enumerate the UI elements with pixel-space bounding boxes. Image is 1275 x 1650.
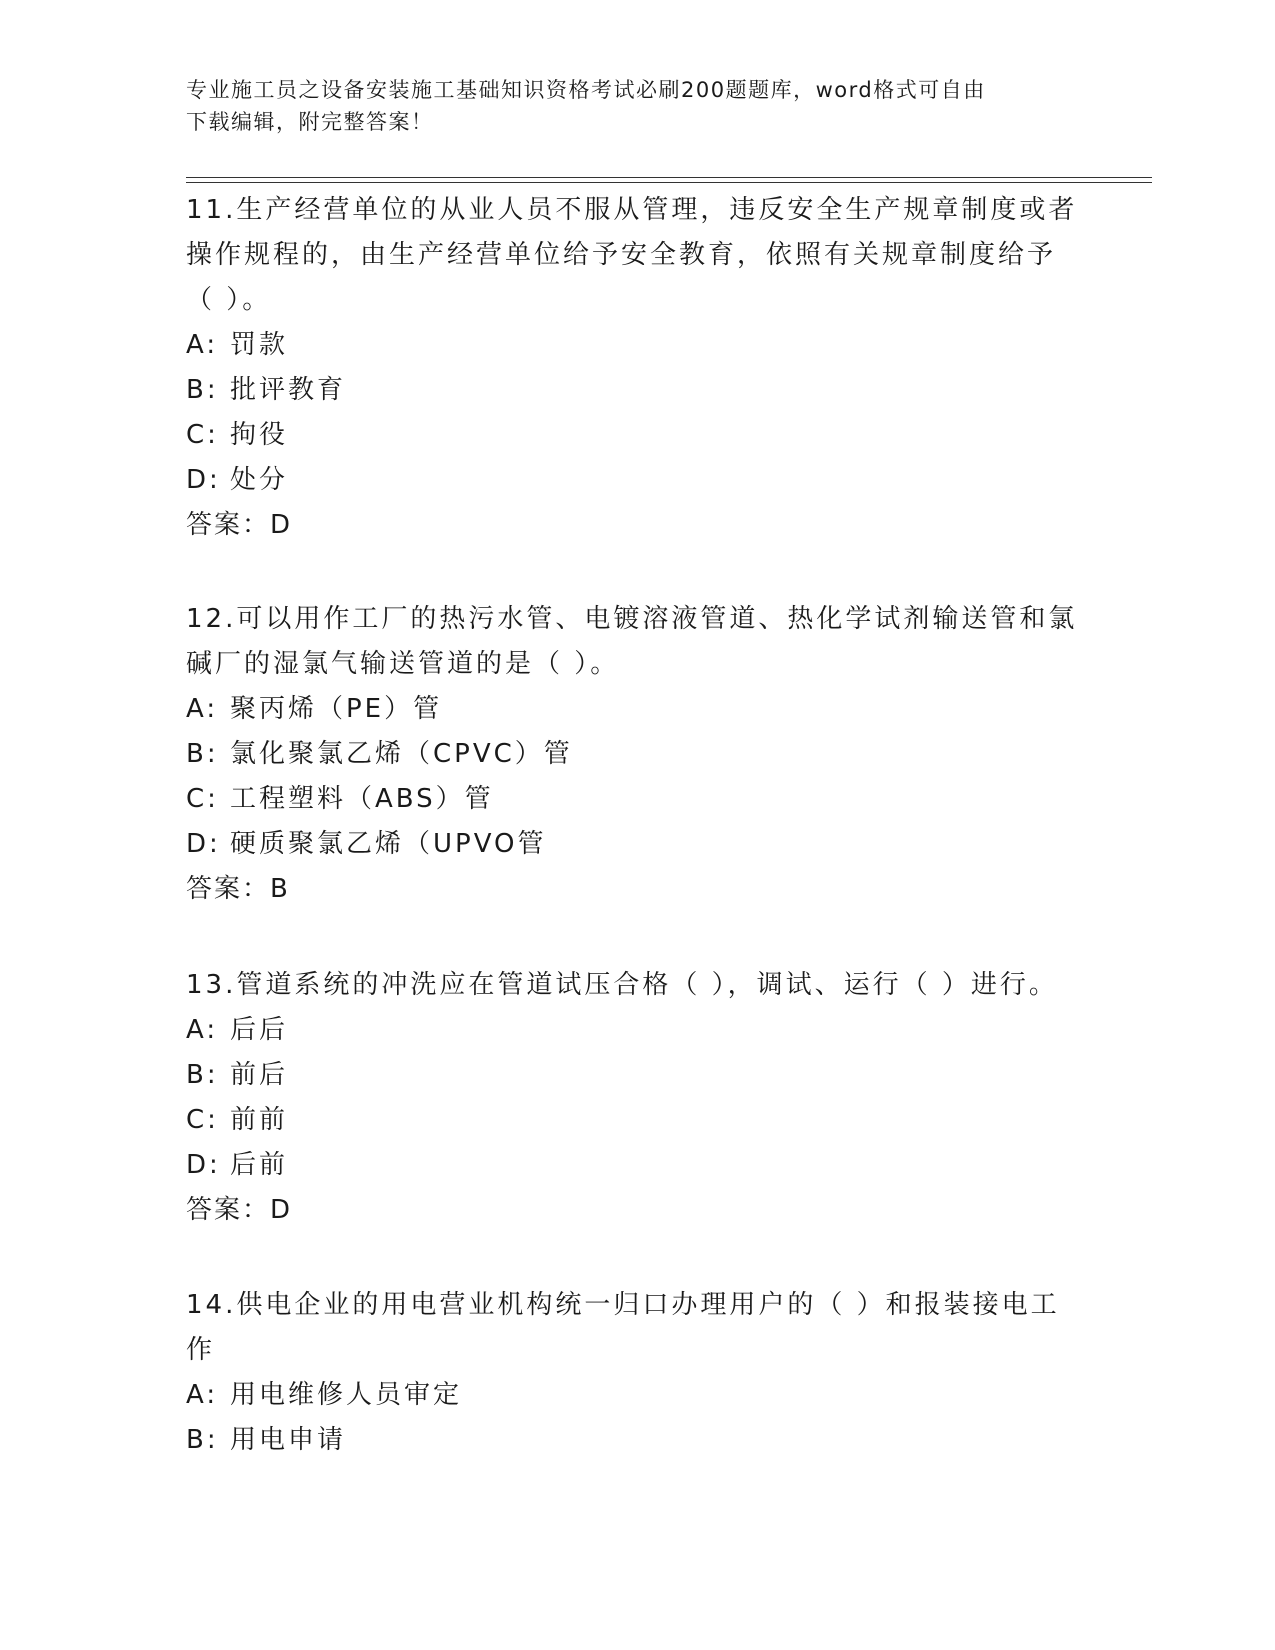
- stem-line: （ ）。: [186, 285, 272, 315]
- question-stem: [186, 597, 1086, 687]
- option-d: D: 硬质聚氯乙烯（UPVO管: [186, 829, 547, 859]
- header-line: 专业施工员之设备安装施工基础知识资格考试必刷200题题库，word格式可自由: [186, 78, 986, 102]
- header-divider: [186, 182, 1152, 183]
- stem-line: 13.管道系统的冲洗应在管道试压合格（ ），调试、运行（ ）进行。: [186, 970, 1058, 1000]
- option-c: C: 前前: [186, 1105, 289, 1135]
- question-stem: [186, 188, 1086, 323]
- stem-line: 14.供电企业的用电营业机构统一归口办理用户的（ ）和报装接电工: [186, 1290, 1060, 1320]
- option-a: A: 用电维修人员审定: [186, 1380, 463, 1410]
- option-b: B: 用电申请: [186, 1425, 347, 1455]
- stem-line: 作: [186, 1335, 216, 1365]
- option-c: C: 工程塑料（ABS）管: [186, 784, 494, 814]
- option-d: D: 处分: [186, 465, 289, 495]
- option-b: B: 氯化聚氯乙烯（CPVC）管: [186, 739, 573, 769]
- option-a: A: 后后: [186, 1015, 289, 1045]
- question-stem: [186, 963, 1086, 1008]
- stem-line: 碱厂的湿氯气输送管道的是（ ）。: [186, 649, 620, 679]
- question-block: [186, 597, 1086, 912]
- option-d: D: 后前: [186, 1150, 289, 1180]
- stem-line: 12.可以用作工厂的热污水管、电镀溶液管道、热化学试剂输送管和氯: [186, 604, 1078, 634]
- answer-line: 答案：B: [186, 874, 290, 904]
- question-block: [186, 1283, 1086, 1463]
- question-block: [186, 188, 1086, 548]
- document-header: [186, 74, 1066, 138]
- header-divider: [186, 177, 1152, 178]
- stem-line: 11.生产经营单位的从业人员不服从管理，违反安全生产规章制度或者: [186, 195, 1078, 225]
- option-a: A: 聚丙烯（PE）管: [186, 694, 443, 724]
- header-line: 下载编辑，附完整答案！: [186, 110, 434, 134]
- question-block: [186, 963, 1086, 1233]
- option-b: B: 批评教育: [186, 375, 347, 405]
- option-a: A: 罚款: [186, 330, 289, 360]
- answer-line: 答案：D: [186, 1195, 293, 1225]
- answer-line: 答案：D: [186, 510, 293, 540]
- question-stem: [186, 1283, 1086, 1373]
- option-c: C: 拘役: [186, 420, 289, 450]
- option-b: B: 前后: [186, 1060, 289, 1090]
- stem-line: 操作规程的，由生产经营单位给予安全教育，依照有关规章制度给予: [186, 240, 1057, 270]
